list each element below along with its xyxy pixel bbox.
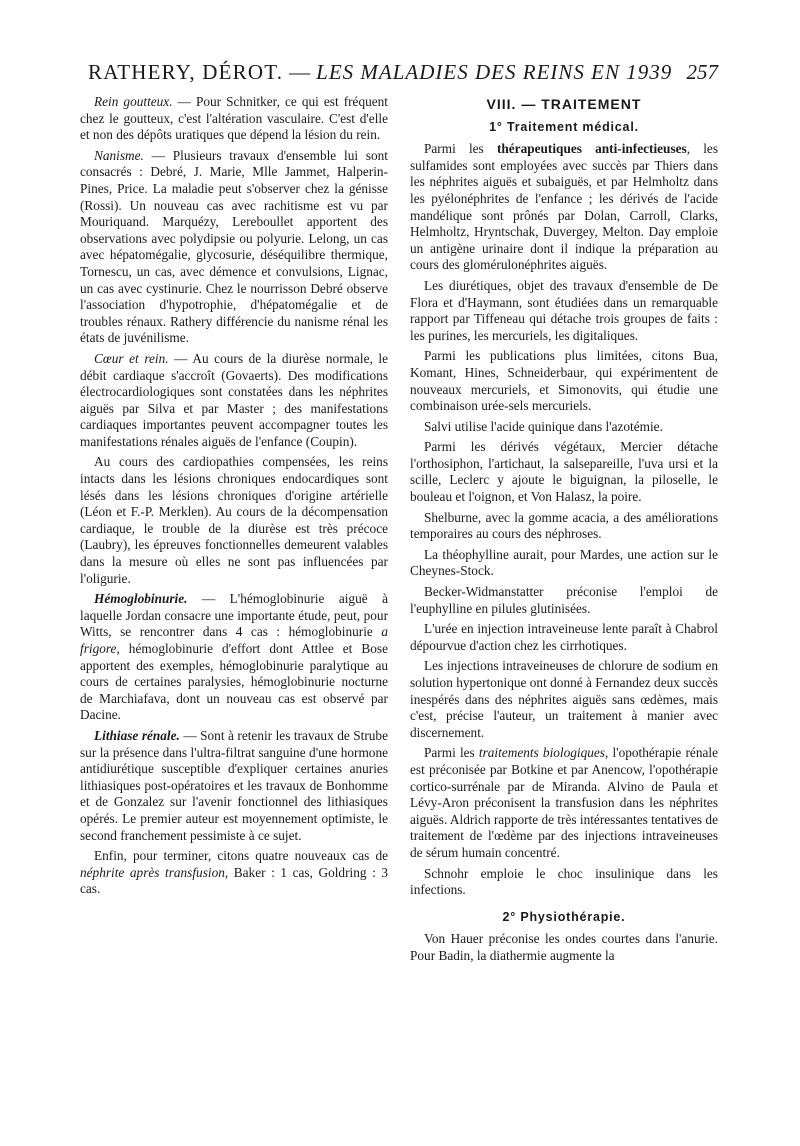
- section-heading-traitement: VIII. — TRAITEMENT: [486, 96, 642, 112]
- right-column: [410, 94, 718, 969]
- paragraph-derives-vegetaux: Parmi les dérivés végétaux, Mercier détache l'orthosiphon, l'artichaut, la salsepareille, l'uva ursi et la scille, Leclerc y ajoute le biguignan, la piloselle, le bouleau et l'oignon, et Von Halasz, la poire.: [410, 439, 718, 505]
- paragraph-coeur-et-rein: Cœur et rein. — Au cours de la diurèse normale, le débit cardiaque s'accroît (Govaerts). Des modifications électrocardiologiques sont constatées dans les néphrites aiguës par Silva et par Master ; des manifestations cardiaques importantes peuvent accompagner toutes les manifestations rénales aiguës de l'enfance (Coupin).: [80, 350, 388, 449]
- paragraph-von-hauer: Von Hauer préconise les ondes courtes dans l'anurie. Pour Badin, la diathermie augmente la: [410, 931, 718, 963]
- running-header: [88, 60, 718, 90]
- paragraph-theophylline: La théophylline aurait, pour Mardes, une action sur le Cheynes-Stock.: [410, 546, 718, 579]
- coeur-et-rein-heading: Cœur et rein.: [94, 350, 169, 366]
- paragraph-shelburne: Shelburne, avec la gomme acacia, a des améliorations temporaires au cours des néphroses.: [410, 509, 718, 542]
- paragraph-lithiase-renale: Lithiase rénale. — Sont à retenir les travaux de Strube sur la présence dans l'ultra-filtrat sanguine d'une hormone antidiurétique susceptible d'expliquer certaines anuries lithiasiques post-opératoires et les travaux de Bonhomme et de Gonzalez sur l'avenir fonctionnel des lithiasiques opérés. Le premier auteur est moyennement optimiste, le second franchement pessimiste à ce sujet.: [80, 727, 388, 843]
- paragraph-uree: L'urée en injection intraveineuse lente paraît à Chabrol dépourvue d'action chez les cirrhotiques.: [410, 621, 718, 653]
- paragraph-salvi: Salvi utilise l'acide quinique dans l'azotémie.: [424, 418, 663, 434]
- hemoglobinurie-heading: Hémoglobinurie.: [94, 591, 188, 607]
- header-authors: RATHERY, DÉROT.: [88, 60, 284, 84]
- paragraph-cardiopathies: Au cours des cardiopathies compensées, les reins intacts dans les lésions chroniques endocardiques sont lésés dans les lésions chroniques d'origine artérielle (Léon et F.-P. Merklen). Au cours de la décompensation cardiaque, le trouble de la diurèse est très précoce (Laubry), les épreuves fonctionnelles demeurent valables dans la mesure où elles ne sont pas influencées par l'oligurie.: [80, 454, 388, 586]
- nanisme-heading: Nanisme.: [94, 147, 144, 163]
- paragraph-rein-goutteux: Rein goutteux. — Pour Schnitker, ce qui est fréquent chez le goutteux, c'est l'altération vasculaire. C'est d'elle et non des dépôts uratiques que dépend la lésion du rein.: [80, 94, 388, 143]
- paragraph-becker: Becker-Widmanstatter préconise l'emploi de l'euphylline en pilules glutinisées.: [410, 584, 718, 616]
- paragraph-nanisme: Nanisme. — Plusieurs travaux d'ensemble lui sont consacrés : Debré, J. Marie, Mlle Jammet, Halperin-Pines, Price. La maladie peut s'observer chez la génisse (Rossi). Un nouveau cas avec rachitisme est vu par Mouriquand. Marquézy, Lereboullet apportent des observations avec polydipsie ou polyurie. Lelong, un cas avec hépatomégalie, glycosurie, déséquilibre thermique, Tornescu, un cas, avec démence et convulsions, Lignac, un cas avec cystinurie. Chez le nourrisson Debré observe l'association d'hypotrophie, d'hépatomégalie et de troubles rénaux. Rathery différencie du nanisme rénal les états de juvénilisme.: [80, 147, 388, 346]
- left-column: [80, 94, 388, 902]
- paragraph-anti-infectieuses: Parmi les thérapeutiques anti-infectieuses, les sulfamides sont employées avec succès par Thiers dans les néphrites aiguës et subaiguës, et par Helmholtz dans les pyélonéphrites de l'enfance ; les dérivés de l'acide mandélique sont prônés par Dolan, Carroll, Clarks, Helmholtz, Hryntschak, Duvergey, Melton. Day emploie un antigène urinaire dont il indique la préparation au cours des glomérulonéphrites aiguës.: [410, 141, 719, 273]
- lithiase-renale-heading: Lithiase rénale.: [94, 727, 180, 743]
- header-separator: —: [289, 60, 311, 84]
- subsection-heading-physiotherapie: 2° Physiothérapie.: [502, 909, 626, 924]
- paragraph-injections: Les injections intraveineuses de chlorure de sodium en solution hypertonique ont donné à Fernandez deux succès inespérés dans des néphrites aiguës sans œdèmes, mais c'est, précise l'auteur, un traitement à manier avec discernement.: [410, 658, 718, 740]
- header-title: LES MALADIES DES REINS EN 1939: [316, 60, 673, 84]
- paragraph-enfin: Enfin, pour terminer, citons quatre nouveaux cas de néphrite après transfusion, Baker : 1 cas, Goldring : 3 cas.: [80, 848, 389, 897]
- paragraph-schnohr: Schnohr emploie le choc insulinique dans les infections.: [410, 865, 718, 898]
- page-number: 257: [686, 60, 718, 84]
- rein-goutteux-heading: Rein goutteux.: [94, 94, 173, 109]
- paragraph-traitements-biologiques: Parmi les traitements biologiques, l'opothérapie rénale est préconisée par Botkine et par Anencow, l'opothérapie cortico-surrénale par de Miranda. Alvino de Paula et Lévy-Aron préconisent la transfusion dans les néphrites aiguës. Aldrich rapporte de très intéressantes tentatives de traitement de l'œdème par des injections intraveineuses de sérum humain concentré.: [410, 745, 718, 860]
- paragraph-publications: Parmi les publications plus limitées, citons Bua, Komant, Hines, Schneiderbaur, qui expérimentent de nouveaux mercuriels, et Simonovits, qui étudie une combinaison urée-sels mercuriels.: [410, 348, 718, 414]
- subsection-heading-traitement-medical: 1° Traitement médical.: [489, 119, 639, 134]
- paragraph-hemoglobinurie: Hémoglobinurie. — L'hémoglobinurie aiguë à laquelle Jordan consacre une importante étude, peut, pour Witts, se rencontrer dans 4 cas : hémoglobinurie a frigore, hémoglobinurie d'effort dont Attlee et Bose apportent des exemples, hémoglobinurie paralytique au cours de certaines paralysies, hémoglobinurie nocturne de Marchiafava, dont un nouveau cas est observé par Dacine.: [80, 591, 388, 723]
- paragraph-diuretiques: Les diurétiques, objet des travaux d'ensemble de De Flora et d'Haymann, sont étudiées dans un remarquable rapport par Tiffeneau qui détache trois groupes de faits : les purines, les mercuriels, les digitaliques.: [410, 277, 718, 343]
